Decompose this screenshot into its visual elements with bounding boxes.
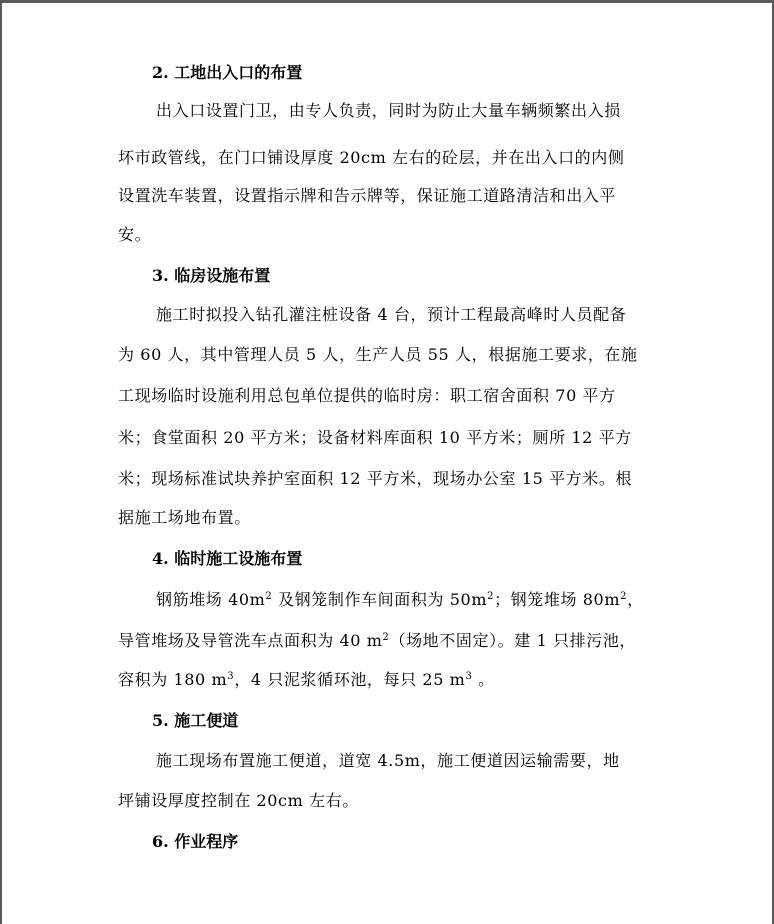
superscript: 2 <box>382 632 390 643</box>
paragraph-line: 设置洗车装置，设置指示牌和告示牌等，保证施工道路清洁和出入平 <box>118 186 617 205</box>
text-run: ，4 只泥浆循环池，每只 25 m <box>234 670 466 689</box>
text-run: 钢筋堆场 40m <box>156 590 266 609</box>
paragraph-line: 据施工场地布置。 <box>118 508 251 527</box>
paragraph-line <box>118 667 495 690</box>
paragraph-line: 出入口设置门卫，由专人负责，同时为防止大量车辆频繁出入损 <box>156 101 621 120</box>
superscript: 2 <box>487 591 495 602</box>
superscript: 3 <box>465 671 473 682</box>
section-heading-4: 4. 临时施工设施布置 <box>152 549 303 568</box>
paragraph-line: 安。 <box>118 225 152 244</box>
superscript: 2 <box>620 591 628 602</box>
text-run: 容积为 180 m <box>118 670 228 689</box>
paragraph-line: 坪铺设厚度控制在 20cm 左右。 <box>118 791 359 810</box>
text-run: 导管堆场及导管洗车点面积为 40 m <box>118 631 383 650</box>
paragraph-line: 为 60 人，其中管理人员 5 人，生产人员 55 人，根据施工要求，在施 <box>118 345 638 364</box>
section-heading-5: 5. 施工便道 <box>152 711 239 730</box>
superscript: 3 <box>227 671 235 682</box>
text-run: （场地不固定）。建 1 只排污池， <box>389 631 637 650</box>
paragraph-line: 坏市政管线，在门口铺设厚度 20cm 左右的砼层，并在出入口的内侧 <box>118 148 625 167</box>
text-run: 及钢笼制作车间面积为 50m <box>272 590 488 609</box>
paragraph-line <box>156 587 644 610</box>
section-heading-2: 2. 工地出入口的布置 <box>152 63 303 82</box>
text-run: 。 <box>472 670 495 689</box>
paragraph-line: 施工现场布置施工便道，道宽 4.5m，施工便道因运输需要，地 <box>156 751 620 770</box>
section-heading-6: 6. 作业程序 <box>152 832 239 851</box>
text-run: ；钢笼堆场 80m <box>494 590 621 609</box>
paragraph-line <box>118 628 636 651</box>
superscript: 2 <box>265 591 273 602</box>
text-run: ， <box>627 590 644 609</box>
paragraph-line: 米；现场标准试块养护室面积 12 平方米，现场办公室 15 平方米。根 <box>118 469 633 488</box>
section-heading-3: 3. 临房设施布置 <box>152 266 271 285</box>
paragraph-line: 米；食堂面积 20 平方米；设备材料库面积 10 平方米；厕所 12 平方 <box>118 428 632 447</box>
paragraph-line: 工现场临时设施利用总包单位提供的临时房：职工宿舍面积 70 平方 <box>118 386 616 405</box>
paragraph-line: 施工时拟投入钻孔灌注桩设备 4 台，预计工程最高峰时人员配备 <box>156 305 627 324</box>
